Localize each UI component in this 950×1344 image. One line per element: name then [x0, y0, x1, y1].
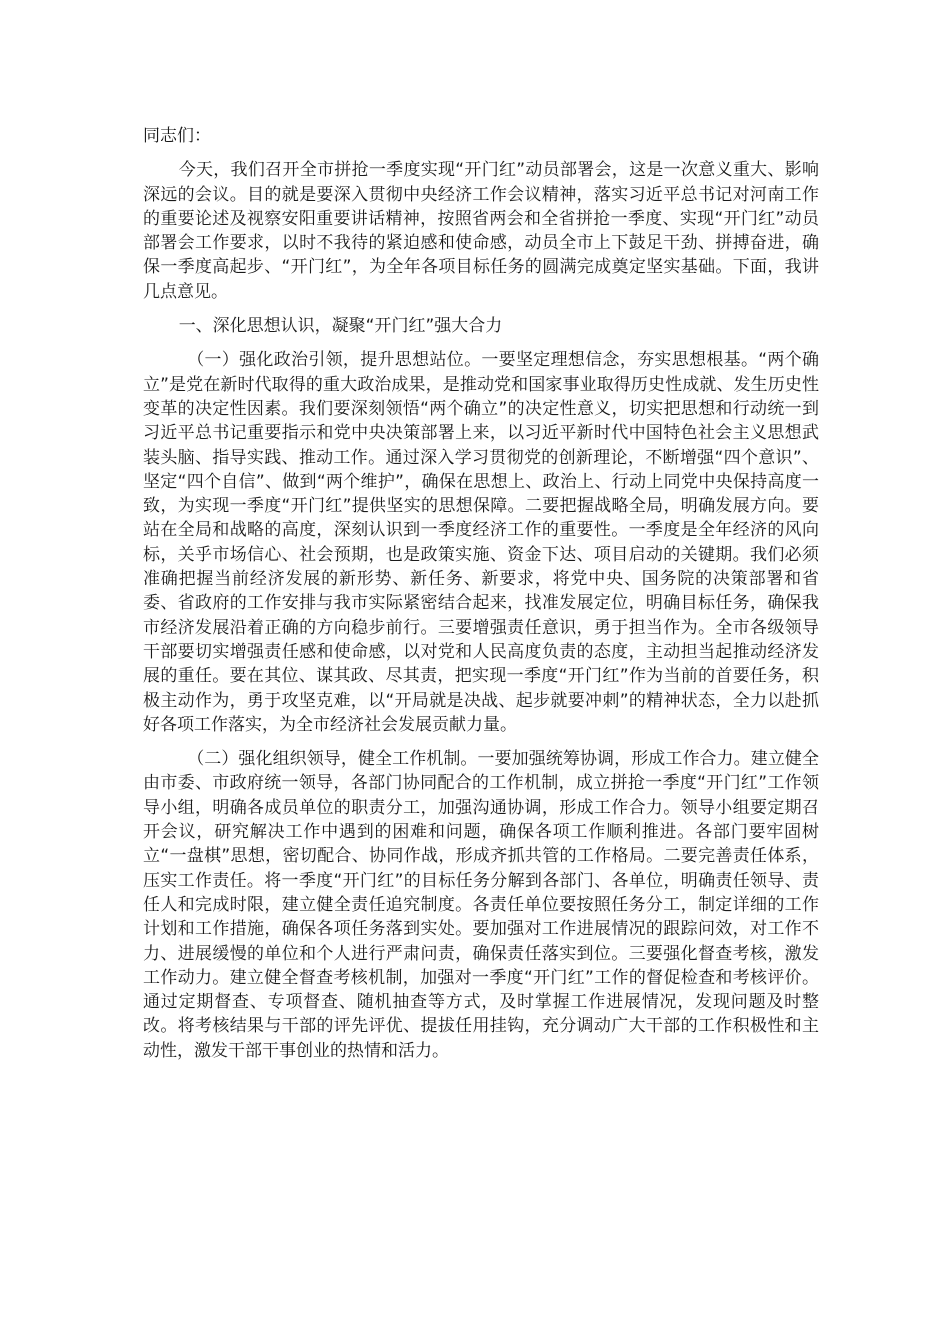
salutation: 同志们：: [143, 126, 211, 146]
document-body: [143, 124, 819, 1073]
intro-paragraph: 今天，我们召开全市拼抢一季度实现“开门红”动员部署会，这是一次意义重大、影响深远的会议。目的就是要深入贯彻中央经济工作会议精神，落实习近平总书记对河南工作的重要论述及视察安阳重要讲话精神，按照省两会和全省拼抢一季度、实现“开门红”动员部署会工作要求，以时不我待的紧迫感和使命感，动员全市上下鼓足干劲、拼搏奋进，确保一季度高起步、“开门红”，为全年各项目标任务的圆满完成奠定坚实基础。下面，我讲几点意见。: [143, 160, 819, 302]
subsection-paragraph-1: （一）强化政治引领，提升思想站位。一要坚定理想信念，夯实思想根基。“两个确立”是党在新时代取得的重大政治成果，是推动党和国家事业取得历史性成就、发生历史性变革的决定性因素。我们要深刻领悟“两个确立”的决定性意义，切实把思想和行动统一到习近平总书记重要指示和党中央决策部署上来，以习近平新时代中国特色社会主义思想武装头脑、指导实践、推动工作。通过深入学习贯彻党的创新理论，不断增强“四个意识”、坚定“四个自信”、做到“两个维护”，确保在思想上、政治上、行动上同党中央保持高度一致，为实现一季度“开门红”提供坚实的思想保障。二要把握战略全局，明确发展方向。要站在全局和战略的高度，深刻认识到一季度经济工作的重要性。一季度是全年经济的风向标，关乎市场信心、社会预期，也是政策实施、资金下达、项目启动的关键期。我们必须准确把握当前经济发展的新形势、新任务、新要求，将党中央、国务院的决策部署和省委、省政府的工作安排与我市实际紧密结合起来，找准发展定位，明确目标任务，确保我市经济发展沿着正确的方向稳步前行。三要增强责任意识，勇于担当作为。全市各级领导干部要切实增强责任感和使命感，以对党和人民高度负责的态度，主动担当起推动经济发展的重任。要在其位、谋其政、尽其责，把实现一季度“开门红”作为当前的首要任务，积极主动作为，勇于攻坚克难，以“开局就是决战、起步就要冲刺”的精神状态，全力以赴抓好各项工作落实，为全市经济社会发展贡献力量。: [143, 350, 819, 735]
section-heading-1: 一、深化思想认识，凝聚“开门红”强大合力: [178, 316, 503, 337]
subsection-paragraph-2: （二）强化组织领导，健全工作机制。一要加强统筹协调，形成工作合力。建立健全由市委、市政府统一领导，各部门协同配合的工作机制，成立拼抢一季度“开门红”工作领导小组，明确各成员单位的职责分工，加强沟通协调，形成工作合力。领导小组要定期召开会议，研究解决工作中遇到的困难和问题，确保各项工作顺利推进。各部门要牢固树立“一盘棋”思想，密切配合、协同作战，形成齐抓共管的工作格局。二要完善责任体系，压实工作责任。将一季度“开门红”的目标任务分解到各部门、各单位，明确责任领导、责任人和完成时限，建立健全责任追究制度。各责任单位要按照任务分工，制定详细的工作计划和工作措施，确保各项任务落到实处。要加强对工作进展情况的跟踪问效，对工作不力、进展缓慢的单位和个人进行严肃问责，确保责任落实到位。三要强化督查考核，激发工作动力。建立健全督查考核机制，加强对一季度“开门红”工作的督促检查和考核评价。通过定期督查、专项督查、随机抽查等方式，及时掌握工作进展情况，发现问题及时整改。将考核结果与干部的评先评优、提拔任用挂钩，充分调动广大干部的工作积极性和主动性，激发干部干事创业的热情和活力。: [143, 749, 819, 1061]
